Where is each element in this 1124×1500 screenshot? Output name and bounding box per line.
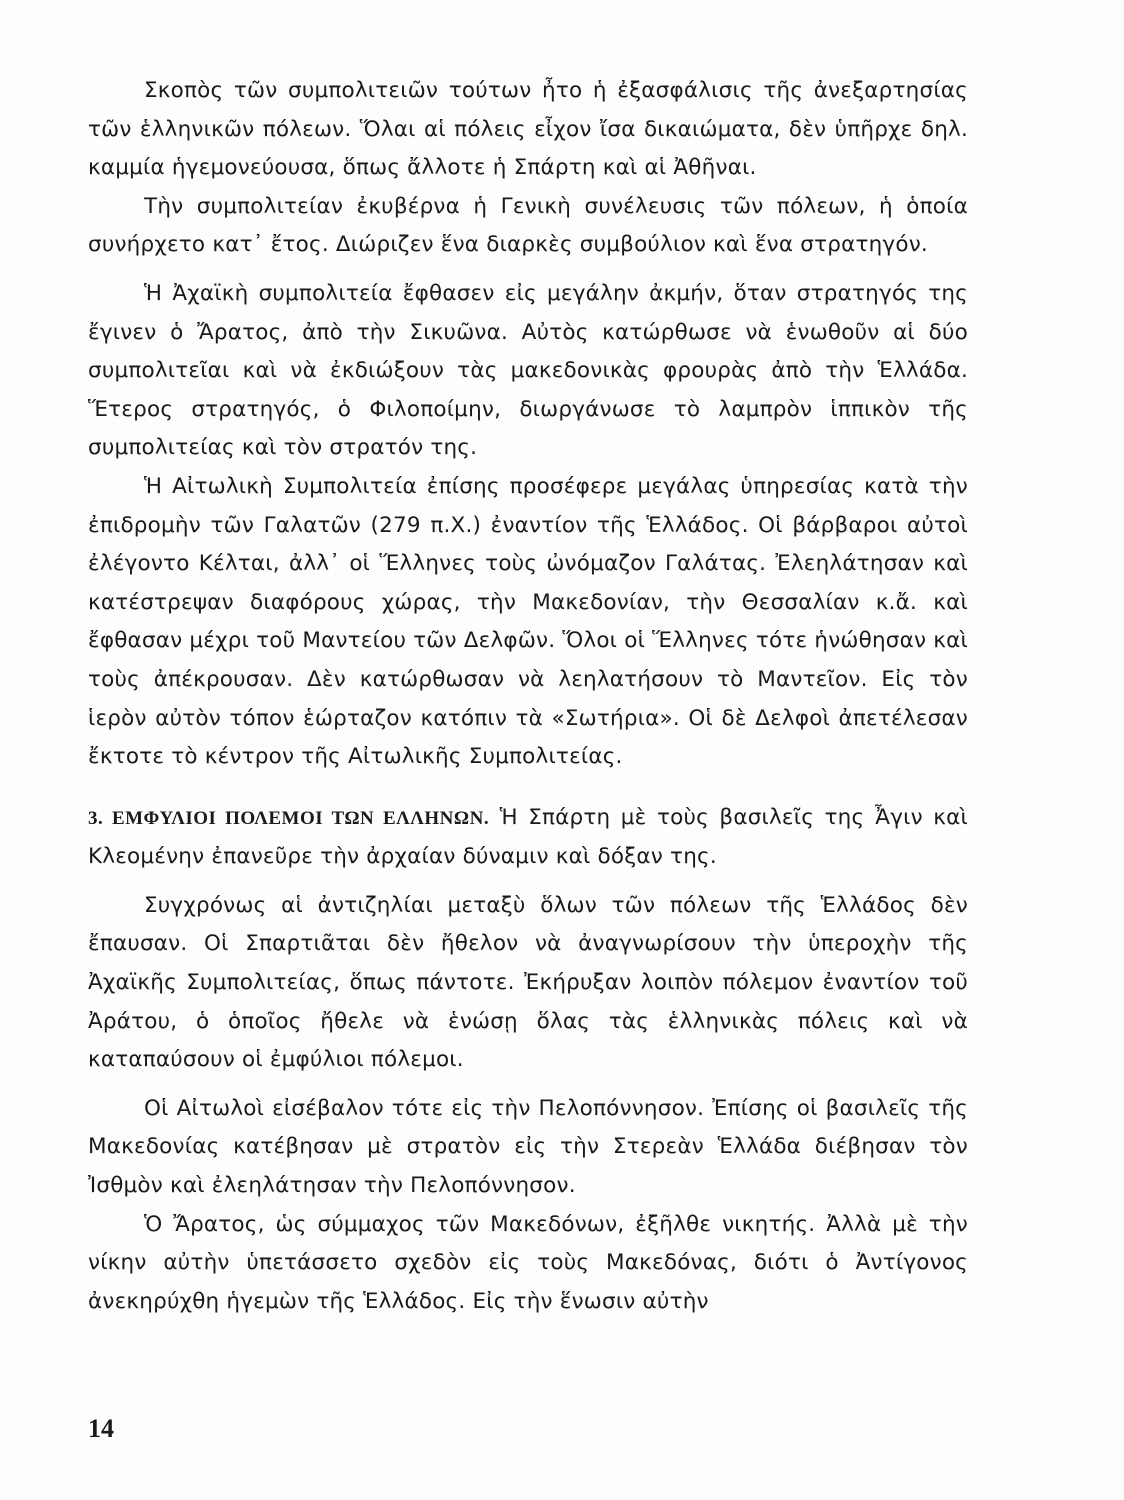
paragraph-governance: Τὴν συμπολιτείαν ἐκυβέρνα ἡ Γενικὴ συνέλευσις τῶν πόλεων, ἡ ὁποία συνήρχετο κατ᾿ ἔτος. Διώριζεν ἕνα διαρκὲς συμβούλιον καὶ ἕνα στρατηγόν. bbox=[88, 193, 968, 258]
paragraph-invasions: Οἱ Αἰτωλοὶ εἰσέβαλον τότε εἰς τὴν Πελοπόννησον. Ἐπίσης οἱ βασιλεῖς τῆς Μακεδονίας κατέβησαν μὲ στρατὸν εἰς τὴν Στερεὰν Ἑλλάδα διέβησαν τὸν Ἰσθμὸν καὶ ἐλεηλάτησαν τὴν Πελοπόννησον. bbox=[88, 1095, 968, 1199]
page-number: 14 bbox=[88, 1414, 114, 1443]
paragraph-aetolian-league: Ἡ Αἰτωλικὴ Συμπολιτεία ἐπίσης προσέφερε μεγάλας ὑπηρεσίας κατὰ τὴν ἐπιδρομὴν τῶν Γαλατῶν (279 π.Χ.) ἐναντίον τῆς Ἑλλάδος. Οἱ βάρβαροι αὐτοὶ ἐλέγοντο Κέλται, ἀλλ᾿ οἱ Ἕλληνες τοὺς ὠνόμαζον Γαλάτας. Ἐλεηλάτησαν καὶ κατέστρεψαν διαφόρους χώρας, τὴν Μακεδονίαν, τὴν Θεσσαλίαν κ.ἄ. καὶ ἔφθασαν μέχρι τοῦ Μαντείου τῶν Δελφῶν. Ὅλοι οἱ Ἕλληνες τότε ἡνώθησαν καὶ τοὺς ἀπέκρουσαν. Δὲν κατώρθωσαν νὰ λεηλατήσουν τὸ Μαντεῖον. Εἰς τὸν ἱερὸν αὐτὸν τόπον ἑώρταζον κατόπιν τὰ «Σωτήρια». Οἱ δὲ Δελφοὶ ἀπετέλεσαν ἔκτοτε τὸ κέντρον τῆς Αἰτωλικῆς Συμπολιτείας. bbox=[88, 473, 968, 770]
body-text bbox=[88, 72, 968, 1321]
section-civil-wars bbox=[88, 799, 968, 877]
paragraph-achaean-league: Ἡ Ἀχαϊκὴ συμπολιτεία ἔφθασεν εἰς μεγάλην ἀκμήν, ὅταν στρατηγός της ἔγινεν ὁ Ἄρατος, ἀπὸ τὴν Σικυῶνα. Αὐτὸς κατώρθωσε νὰ ἑνωθοῦν αἱ δύο συμπολιτεῖαι καὶ νὰ ἐκδιώξουν τὰς μακεδονικὰς φρουρὰς ἀπὸ τὴν Ἑλλάδα. Ἕτερος στρατηγός, ὁ Φιλοποίμην, διωργάνωσε τὸ λαμπρὸν ἱππικὸν τῆς συμπολιτείας καὶ τὸν στρατόν της. bbox=[88, 280, 968, 461]
section-heading: 3. ΕΜΦΥΛΙΟΙ ΠΟΛΕΜΟΙ ΤΩΝ ΕΛΛΗΝΩΝ. bbox=[88, 807, 490, 829]
section-intro-text: Ἡ Σπάρτη μὲ τοὺς βασιλεῖς της Ἆγιν καὶ Κλεομένην ἐπανεῦρε τὴν ἀρχαίαν δύναμιν καὶ δόξαν της. bbox=[88, 804, 968, 870]
paragraph-aratos-victory: Ὁ Ἄρατος, ὡς σύμμαχος τῶν Μακεδόνων, ἐξῆλθε νικητής. Ἀλλὰ μὲ τὴν νίκην αὐτὴν ὑπετάσσετο σχεδὸν εἰς τοὺς Μακεδόνας, διότι ὁ Ἀντίγονος ἀνεκηρύχθη ἡγεμὼν τῆς Ἑλλάδος. Εἰς τὴν ἕνωσιν αὐτὴν bbox=[88, 1211, 968, 1314]
paragraph-rivalries: Συγχρόνως αἱ ἀντιζηλίαι μεταξὺ ὅλων τῶν πόλεων τῆς Ἑλλάδος δὲν ἔπαυσαν. Οἱ Σπαρτιᾶται δὲν ἤθελον νὰ ἀναγνωρίσουν τὴν ὑπεροχὴν τῆς Ἀχαϊκῆς Συμπολιτείας, ὅπως πάντοτε. Ἐκήρυξαν λοιπὸν πόλεμον ἐναντίον τοῦ Ἀράτου, ὁ ὁποῖος ἤθελε νὰ ἑνώσῃ ὅλας τὰς ἑλληνικὰς πόλεις καὶ νὰ καταπαύσουν οἱ ἐμφύλιοι πόλεμοι. bbox=[88, 892, 968, 1073]
paragraph-purpose: Σκοπὸς τῶν συμπολιτειῶν τούτων ἦτο ἡ ἐξασφάλισις τῆς ἀνεξαρτησίας τῶν ἑλληνικῶν πόλεων. Ὅλαι αἱ πόλεις εἶχον ἴσα δικαιώματα, δὲν ὑπῆρχε δηλ. καμμία ἡγεμονεύουσα, ὅπως ἄλλοτε ἡ Σπάρτη καὶ αἱ Ἀθῆναι. bbox=[88, 78, 968, 181]
